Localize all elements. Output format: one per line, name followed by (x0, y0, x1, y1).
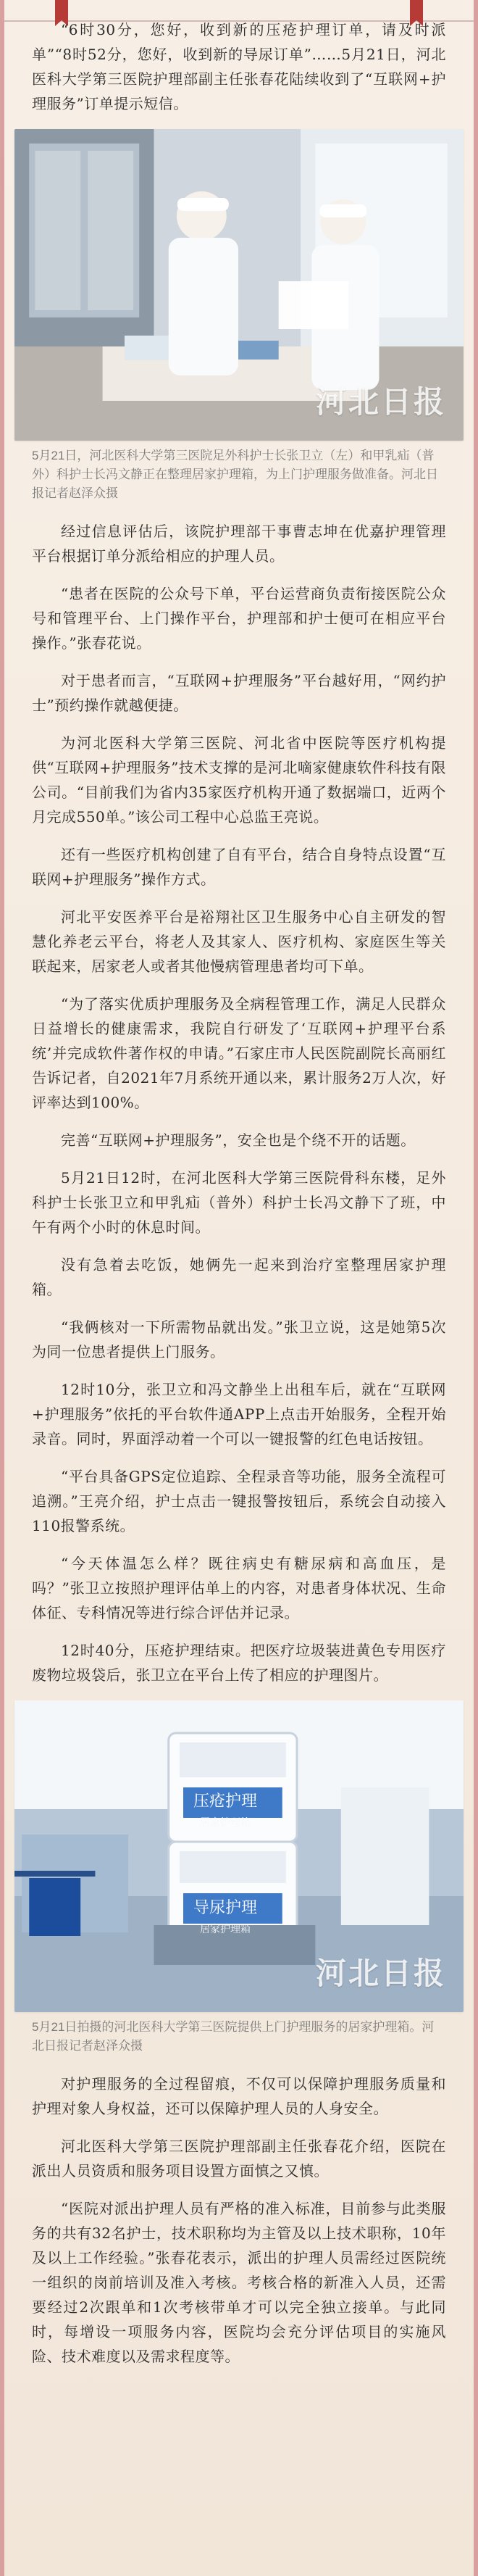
paragraph: “我俩核对一下所需物品就出发。”张卫立说，这是她第5次为同一位患者提供上门服务。 (32, 1318, 446, 1360)
photo-nurses-preparing-kit (14, 129, 464, 441)
box-sub-label: 居家护理箱 (200, 1816, 251, 1828)
box-label-bottom: 导尿护理 (193, 1898, 257, 1916)
article-content (32, 17, 446, 2382)
paragraph: 对于患者而言，“互联网+护理服务”平台越好用，“网约护士”预约操作就越便捷。 (32, 672, 446, 714)
newspaper-watermark: 河北日报 (315, 1956, 446, 1991)
newspaper-watermark: 河北日报 (315, 384, 446, 420)
paragraph: 12时40分，压疮护理结束。把医疗垃圾装进黄色专用医疗废物垃圾袋后，张卫立在平台上传了相应的护理图片。 (32, 1642, 446, 1684)
paragraph: 5月21日12时，在河北医科大学第三医院骨科东楼，足外科护士长张卫立和甲乳疝（普外）科护士长冯文静下了班，中午有两个小时的休息时间。 (32, 1169, 446, 1236)
paragraph: 对护理服务的全过程留痕，不仅可以保障护理服务质量和护理对象人身权益，还可以保障护理人员的人身安全。 (32, 2075, 446, 2117)
paragraph: 完善“互联网+护理服务”，安全也是个绕不开的话题。 (61, 1131, 416, 1149)
paragraph: 没有急着去吃饭，她俩先一起来到治疗室整理居家护理箱。 (32, 1256, 446, 1298)
photo-caption: 5月21日拍摄的河北医科大学第三医院提供上门护理服务的居家护理箱。河北日报记者赵泽众摄 (32, 2020, 435, 2053)
paragraph: 还有一些医疗机构创建了自有平台，结合自身特点设置“互联网+护理服务”操作方式。 (32, 846, 446, 888)
box-label-top: 压疮护理 (193, 1792, 257, 1810)
paragraph: 河北平安医养平台是裕翔社区卫生服务中心自主研发的智慧化养老云平台，将老人及其家人、医疗机构、家庭医生等关联起来，居家老人或者其他慢病管理患者均可下单。 (32, 908, 446, 975)
paragraph: “为了落实优质护理服务及全病程管理工作，满足人民群众日益增长的健康需求，我院自行研发了‘互联网+护理平台系统’并完成软件著作权的申请。”石家庄市人民医院副院长高丽红告诉记者，自2021年7月系统开通以来，累计服务2万人次，好评率达到100%。 (32, 995, 446, 1111)
paragraph: 12时10分，张卫立和冯文静坐上出租车后，就在“互联网+护理服务”依托的平台软件通APP上点击开始服务，全程开始录音。同时，界面浮动着一个可以一键报警的红色电话按钮。 (32, 1381, 446, 1447)
paragraph: 经过信息评估后，该院护理部干事曹志坤在优嘉护理管理平台根据订单分派给相应的护理人员。 (32, 523, 446, 565)
paragraph: 河北医科大学第三医院护理部副主任张春花介绍，医院在派出人员资质和服务项目设置方面慎之又慎。 (32, 2137, 446, 2180)
box-sub-label: 居家护理箱 (200, 1923, 251, 1935)
photo-caption: 5月21日，河北医科大学第三医院足外科护士长张卫立（左）和甲乳疝（普外）科护士长冯文静正在整理居家护理箱，为上门护理服务做准备。河北日报记者赵泽众摄 (32, 449, 438, 500)
photo-block (14, 129, 464, 503)
paragraph: “今天体温怎么样？既往病史有糖尿病和高血压，是吗？”张卫立按照护理评估单上的内容，对患者身体状况、生命体征、专科情况等进行综合评估并记录。 (32, 1555, 446, 1621)
paragraph: “医院对派出护理人员有严格的准入标准，目前参与此类服务的共有32名护士，技术职称均为主管及以上技术职称，10年及以上工作经验。”张春花表示，派出的护理人员需经过医院统一组织的岗前培训及准入考核。考核合格的新准入人员，还需要经过2次跟单和1次考核带单才可以完全独立接单。与此同时，每增设一项服务内容，医院均会充分评估项目的实施风险、技术难度以及需求程度等。 (32, 2200, 446, 2365)
paragraph: 为河北医科大学第三医院、河北省中医院等医疗机构提供“互联网+护理服务”技术支撑的是河北嘀家健康软件科技有限公司。“目前我们为省内35家医疗机构开通了数据端口，近两个月完成550单。”该公司工程中心总监王亮说。 (32, 734, 446, 826)
paragraph: “患者在医院的公众号下单，平台运营商负责衔接医院公众号和管理平台、上门操作平台，护理部和护士便可在相应平台操作。”张春花说。 (32, 585, 446, 652)
paragraph: “6时30分，您好，收到新的压疮护理订单，请及时派单”“8时52分，您好，收到新的导尿订单”……5月21日，河北医科大学第三医院护理部副主任张春花陆续收到了“互联网+护理服务”订单提示短信。 (32, 21, 446, 112)
photo-block (14, 1700, 464, 2056)
photo-home-care-kits (14, 1700, 464, 2012)
paragraph: “平台具备GPS定位追踪、全程录音等功能，服务全流程可追溯。”王亮介绍，护士点击一键报警按钮后，系统会自动接入110报警系统。 (32, 1468, 446, 1534)
